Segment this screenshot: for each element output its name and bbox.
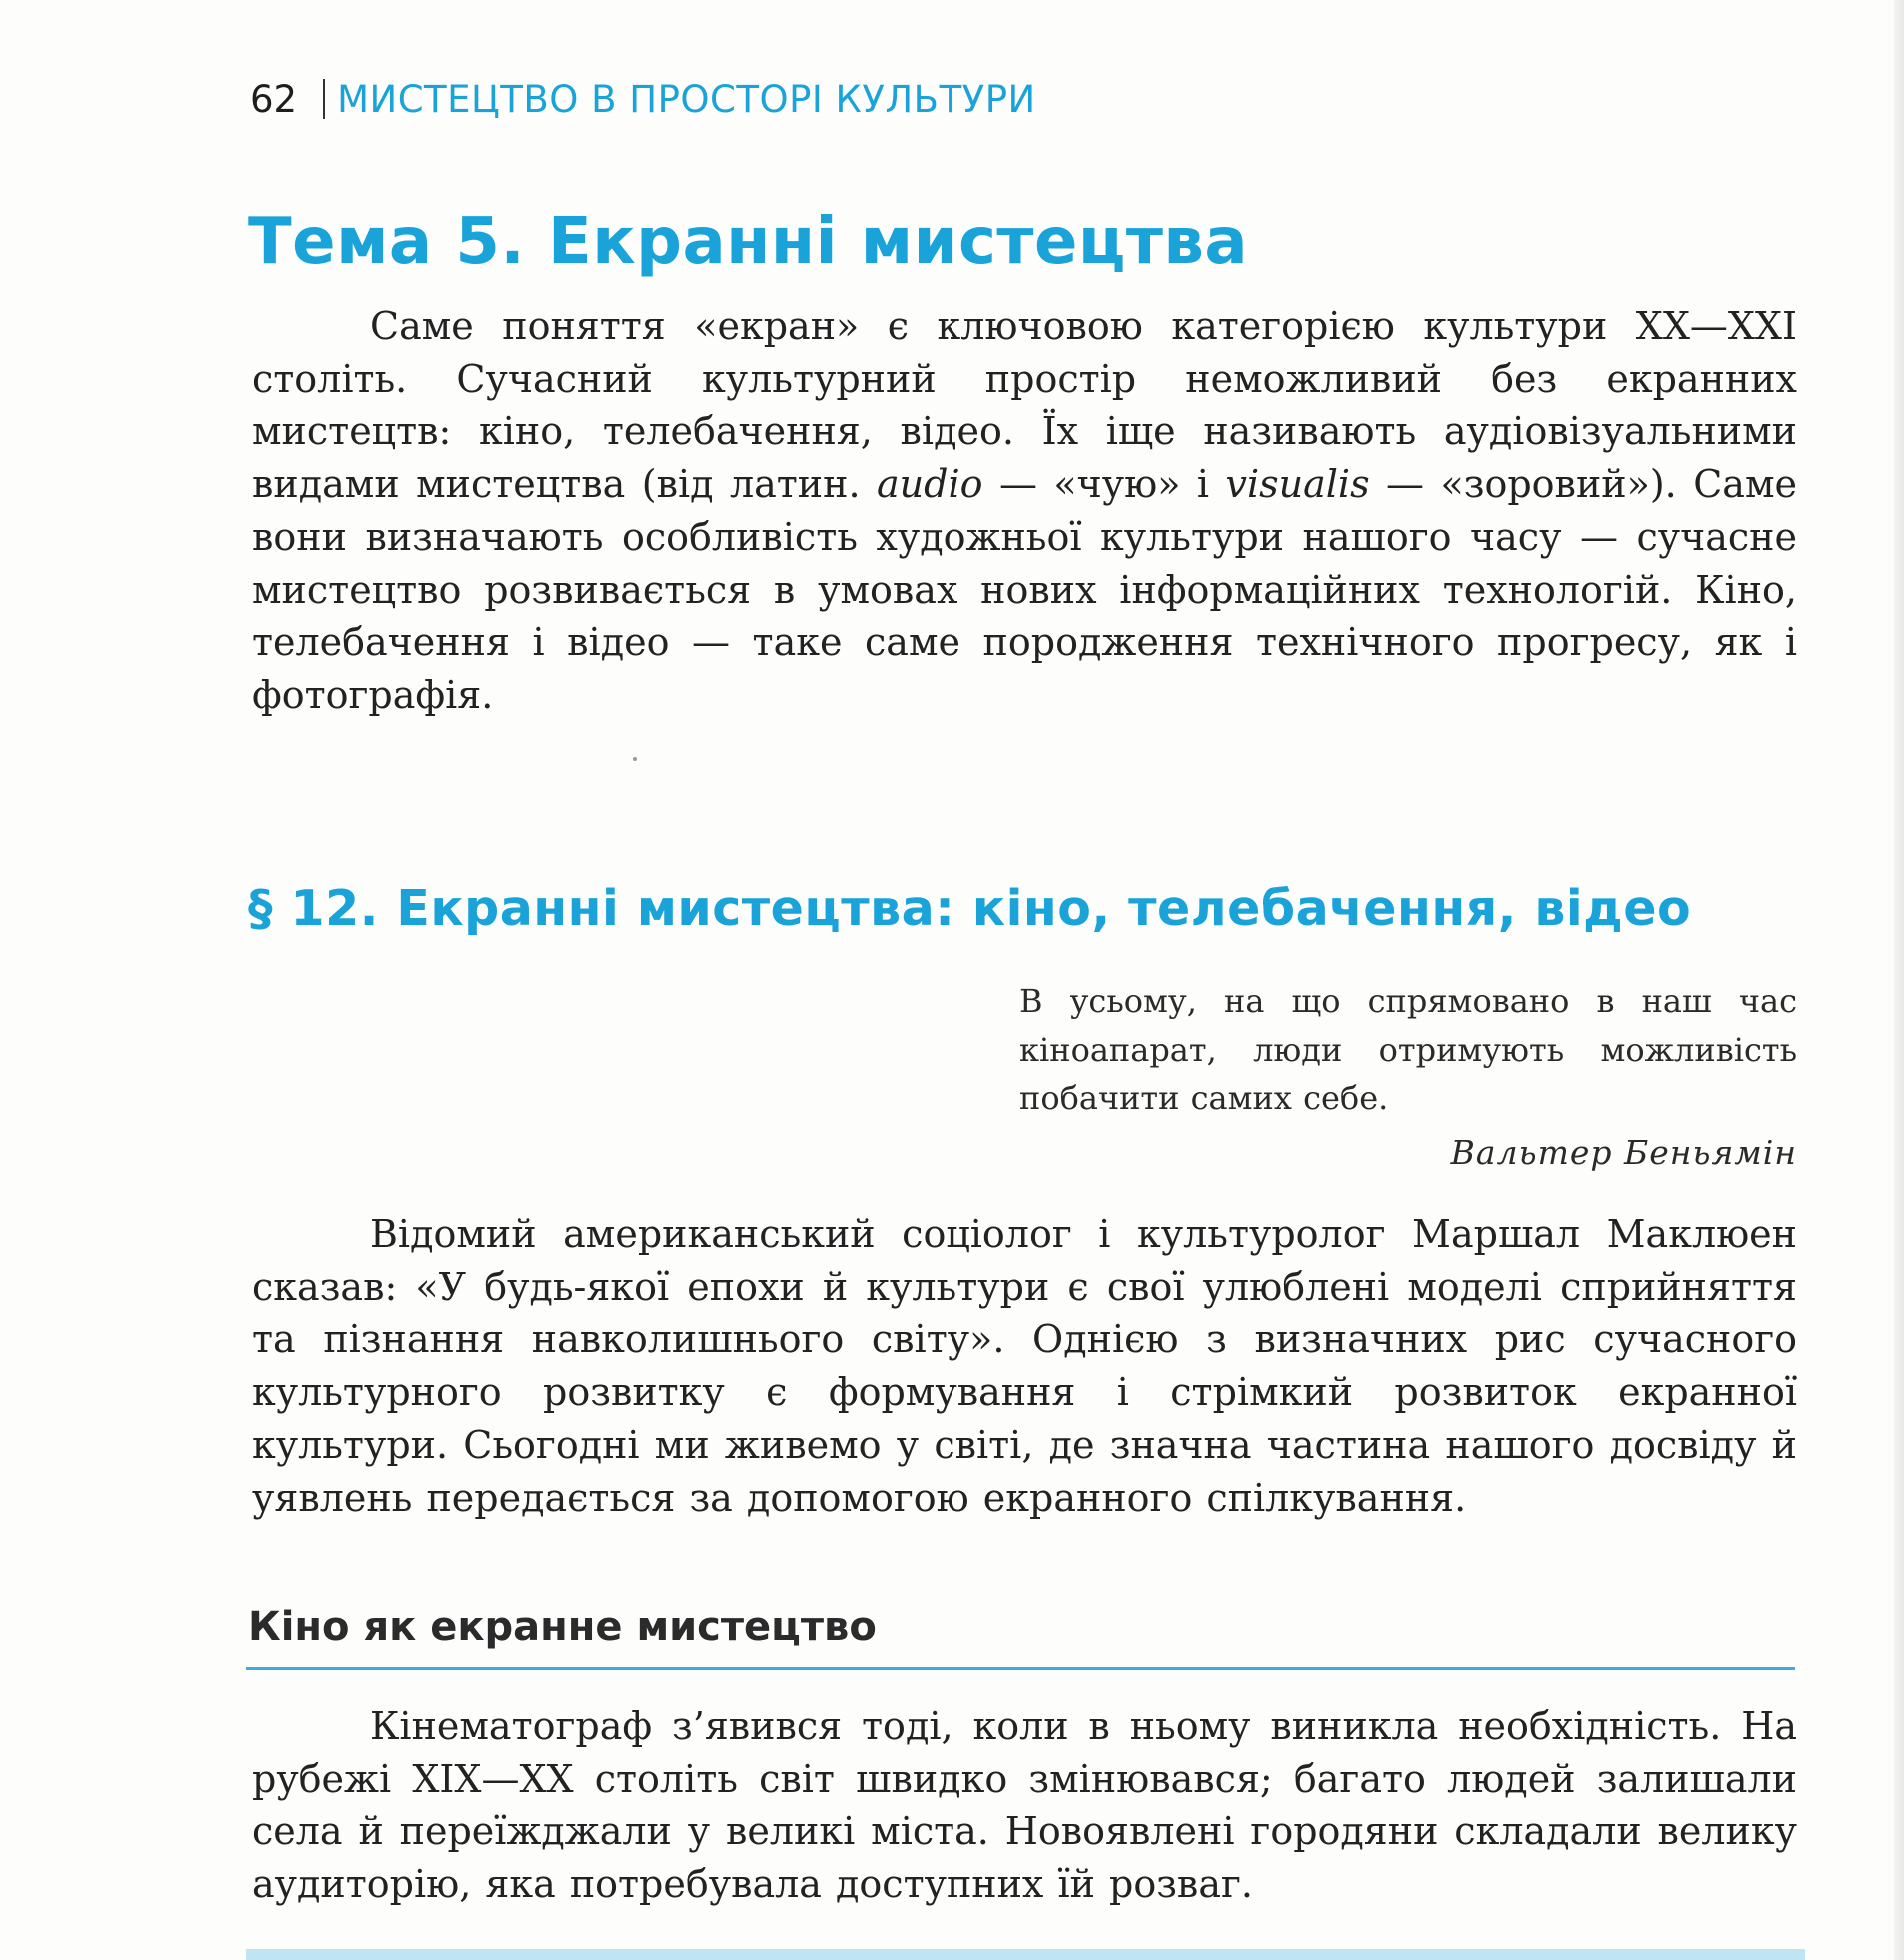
intro-text-3: — «зоровий»). Саме вони визначають особливість художньої культури нашого часу — сучасне мистецтво розвивається в умовах нових інформаційних технологій. Кіно, телебачення і відео — таке саме породження технічного прогресу, як і фотографія.	[252, 462, 1797, 717]
epigraph-quote: В усьому, на що спрямовано в наш час кіноапарат, люди отримують можливість побачити самих себе.	[1019, 982, 1797, 1117]
body-paragraph: Кінематограф з’явився тоді, коли в ньому виникла необхідність. На рубежі XIX—XX століть світ швидко змінювався; багато людей залишали села й переїжджали у великі міста. Новоявлені городяни складали велику аудиторію, яка потребувала доступних їй розваг.	[252, 1704, 1797, 1907]
epigraph	[1019, 978, 1797, 1172]
intro-paragraph	[252, 300, 1797, 730]
paragraph-heading: § 12. Екранні мистецтва: кіно, телебачення, відео	[248, 880, 1692, 937]
epigraph-author: Вальтер Беньямін	[1450, 1132, 1797, 1172]
page-edge-shadow	[1894, 0, 1904, 1960]
latin-term-audio: audio	[876, 462, 983, 507]
subheading: Кіно як екранне мистецтво	[248, 1604, 877, 1650]
theme-heading: Тема 5. Екранні мистецтва	[248, 205, 1249, 279]
subheading-underline	[246, 1667, 1795, 1670]
body-paragraph: Відомий американський соціолог і культуролог Маршал Маклюен сказав: «У будь-якої епохи й культури є свої улюблені моделі сприйняття та пізнання навколишнього світу». Однією з визначних рис сучасного культурного розвитку є формування і стрімкий розвиток екранної культури. Сьогодні ми живемо у світі, де значна частина нашого досвіду й уявлень передається за допомогою екранного спілкування.	[252, 1212, 1797, 1520]
latin-term-visualis: visualis	[1225, 462, 1370, 507]
running-head-section: МИСТЕЦТВО В ПРОСТОРІ КУЛЬТУРИ	[337, 77, 1036, 121]
running-head-divider	[323, 79, 325, 119]
print-speck	[633, 757, 637, 761]
bottom-color-band	[246, 1949, 1805, 1960]
running-head	[250, 74, 1036, 124]
intro-text-1: Саме поняття «екран» є ключовою категорією культури XX—XXI століть. Сучасний культурний простір неможливий без екранних мистецтв: кіно, телебачення, відео. Їх іще називають аудіовізуальними видами мистецтва (від латин.	[252, 304, 1797, 507]
page-number: 62	[250, 77, 298, 121]
intro-text-2: — «чую» і	[982, 462, 1226, 507]
